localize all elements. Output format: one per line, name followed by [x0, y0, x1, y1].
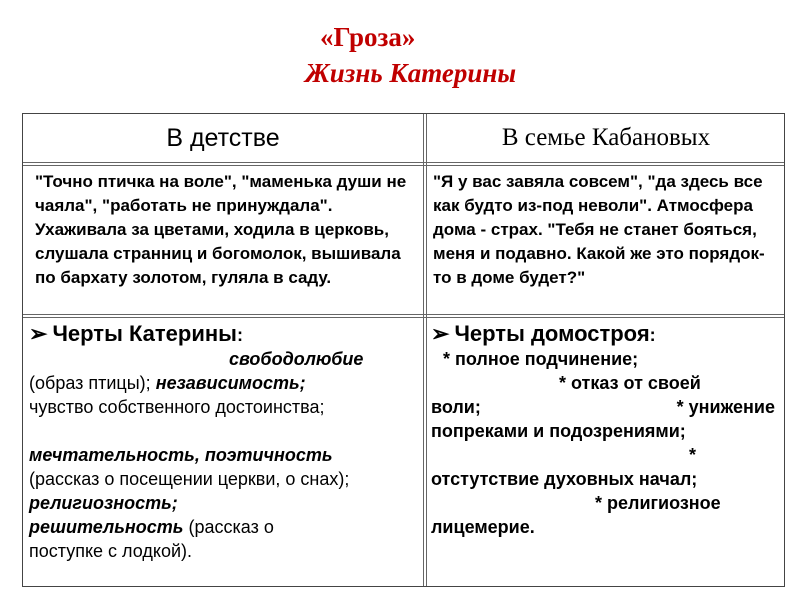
column-divider [423, 114, 424, 586]
column-divider-inner [426, 114, 427, 586]
trait-decisiveness-note-end: поступке с лодкой). [29, 541, 193, 561]
heading-colon: : [649, 325, 656, 345]
domostroy-reproach: попреками и подозрениями; [431, 421, 686, 441]
trait-bird-image: (образ птицы); [29, 373, 151, 393]
comparison-table [22, 113, 785, 587]
katerina-traits [29, 322, 421, 584]
trait-freedom: свободолюбие [229, 349, 364, 369]
trait-dignity: чувство собственного достоинства; [29, 397, 325, 417]
kabanov-description: "Я у вас завяла совсем", "да здесь все как будто из-под неволи". Атмосфера дома - страх. "Тебя не станет бояться, меня и подавно. Какой же это порядок-то в доме будет?" [433, 172, 765, 287]
katerina-traits-heading: Черты Катерины [52, 321, 237, 346]
trait-dreaminess-note: (рассказ о посещении церкви, о снах); [29, 469, 350, 489]
header-childhood: В детстве [166, 123, 280, 152]
title-line-1: «Гроза» [320, 22, 416, 52]
trait-independence: независимость; [155, 373, 306, 393]
row-divider-1 [23, 162, 784, 163]
childhood-description: "Точно птичка на воле", "маменька души не чаяла", "работать не принуждала". Ухаживала за цветами, ходила в церковь, слушала странниц и богомолок, вышивала по бархату золотом, гуляла в саду. [35, 172, 407, 287]
domostroy-humiliation: * унижение [676, 397, 775, 417]
title-line-2: Жизнь Катерины [305, 58, 517, 88]
trait-religiosity: религиозность; [29, 493, 178, 513]
row-divider-1b [23, 165, 784, 166]
domostroy-traits [431, 322, 781, 584]
row-divider-2b [23, 317, 784, 318]
trait-dreaminess: мечтательность, поэтичность [29, 445, 333, 465]
domostroy-traits-heading: Черты домостроя [454, 321, 650, 346]
bullet-arrow-icon: ➢ [29, 321, 48, 346]
domostroy-star: * [689, 445, 697, 465]
domostroy-hypocrisy: лицемерие. [431, 517, 535, 537]
trait-decisiveness-note: (рассказ о [188, 517, 274, 537]
heading-colon: : [236, 325, 243, 345]
domostroy-religious: * религиозное [595, 493, 721, 513]
domostroy-will-refusal: * отказ от своей [559, 373, 701, 393]
bullet-arrow-icon: ➢ [431, 321, 450, 346]
domostroy-submission: * полное подчинение; [443, 349, 639, 369]
trait-decisiveness: решительность [29, 517, 184, 537]
slide-title [0, 22, 800, 102]
row-divider-2 [23, 314, 784, 315]
domostroy-will: воли; [431, 397, 481, 417]
header-kabanov-family: В семье Кабановых [501, 124, 711, 151]
domostroy-no-spirituality: отстутствие духовных начал; [431, 469, 698, 489]
